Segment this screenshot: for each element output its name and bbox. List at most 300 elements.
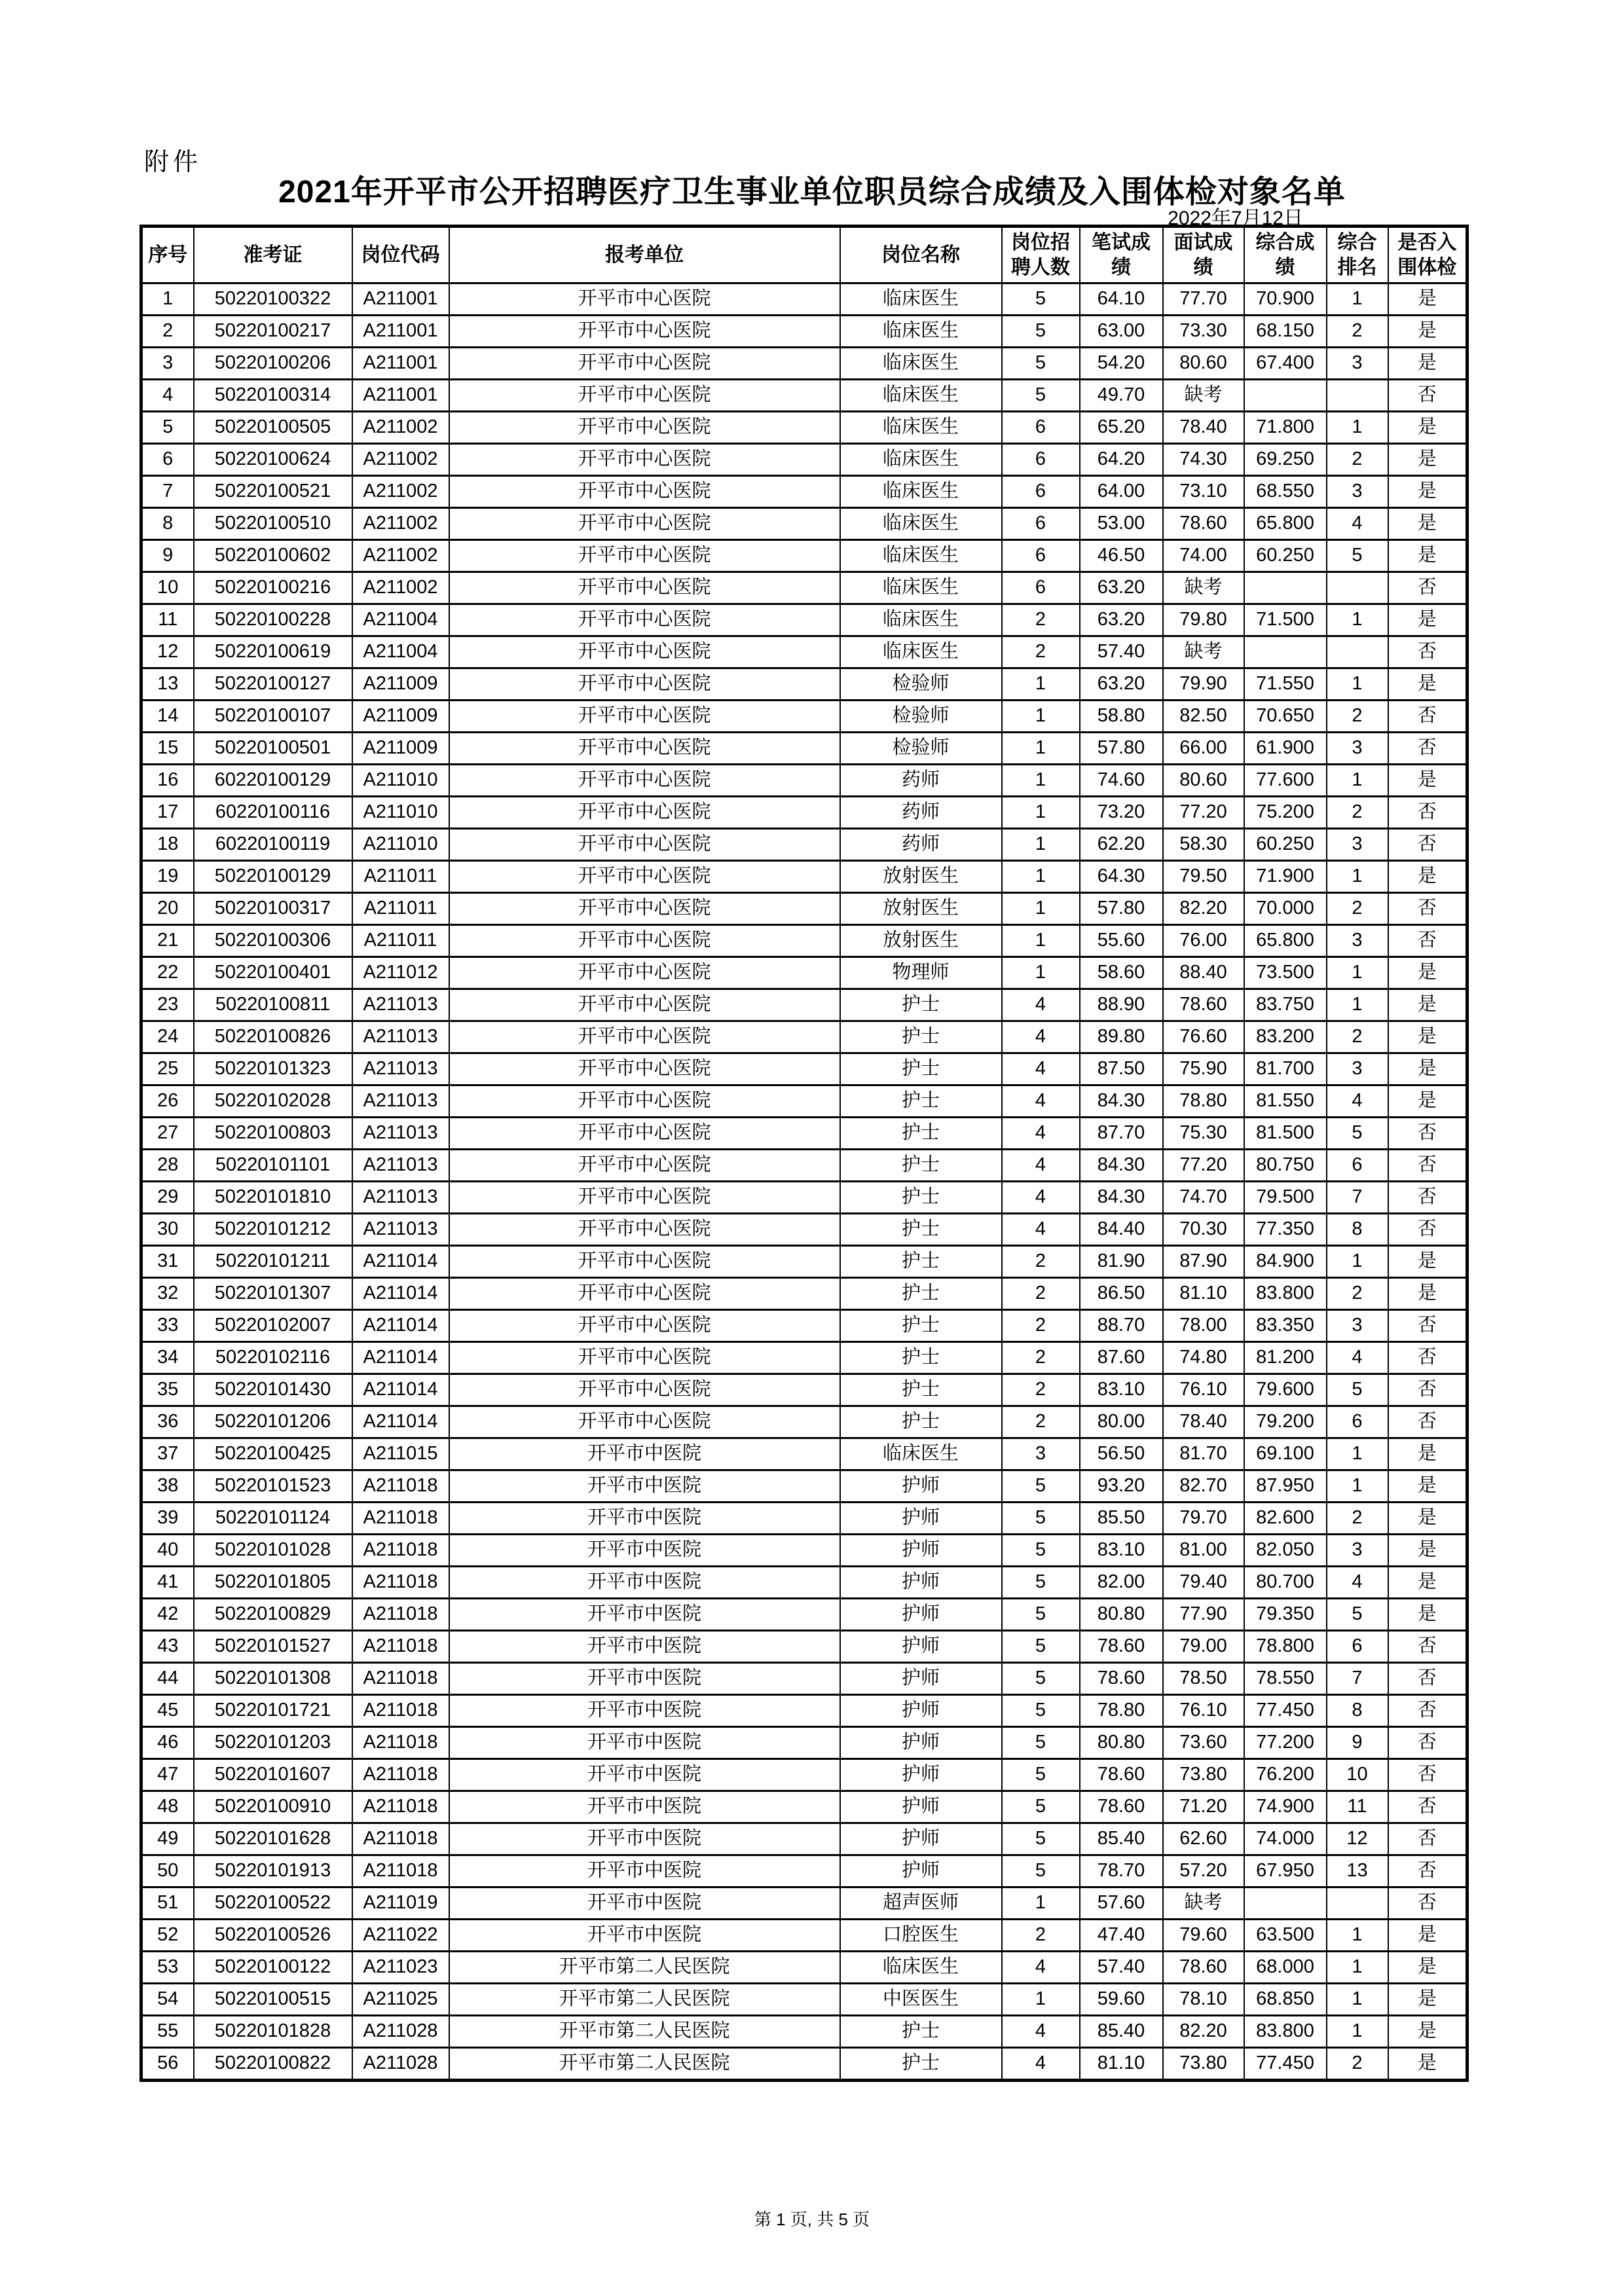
table-cell: A211018: [352, 1599, 449, 1631]
table-cell: 5: [1327, 1599, 1388, 1631]
table-cell: 75.30: [1163, 1118, 1244, 1150]
table-row: [141, 701, 1467, 733]
table-cell: 是: [1388, 348, 1467, 380]
table-cell: 3: [1327, 348, 1388, 380]
table-row: [141, 1920, 1467, 1952]
table-cell: 缺考: [1163, 1887, 1244, 1920]
table-cell: A211018: [352, 1567, 449, 1599]
table-cell: 69.250: [1244, 444, 1327, 476]
table-cell: 缺考: [1163, 636, 1244, 668]
table-cell: 50220100602: [194, 540, 352, 572]
table-cell: 是: [1388, 1567, 1467, 1599]
table-cell: 29: [141, 1182, 194, 1214]
table-cell: 50220101628: [194, 1823, 352, 1855]
table-row: [141, 1952, 1467, 1984]
table-cell: 6: [1327, 1150, 1388, 1182]
table-cell: 开平市中心医院: [449, 765, 840, 797]
table-cell: 开平市中心医院: [449, 957, 840, 989]
table-cell: 是: [1388, 1952, 1467, 1984]
table-cell: 77.200: [1244, 1727, 1327, 1759]
table-cell: 4: [1002, 1053, 1080, 1085]
table-cell: 50220101527: [194, 1631, 352, 1663]
table-cell: 55: [141, 2016, 194, 2048]
column-header-rank: 综合排名: [1327, 227, 1388, 283]
table-cell: 护士: [840, 1021, 1002, 1053]
table-cell: 50220100510: [194, 508, 352, 540]
table-cell: 58.80: [1080, 701, 1163, 733]
table-cell: 护士: [840, 1246, 1002, 1278]
table-cell: 1: [1002, 893, 1080, 925]
table-row: [141, 797, 1467, 829]
table-row: [141, 636, 1467, 668]
table-cell: 48: [141, 1791, 194, 1823]
table-cell: 68.850: [1244, 1984, 1327, 2016]
table-cell: 34: [141, 1342, 194, 1374]
table-cell: 80.00: [1080, 1406, 1163, 1438]
table-cell: 1: [1002, 733, 1080, 765]
table-cell: 74.30: [1163, 444, 1244, 476]
table-cell: 6: [1002, 572, 1080, 604]
table-cell: 是: [1388, 283, 1467, 316]
table-cell: 50220101721: [194, 1695, 352, 1727]
table-cell: 70.900: [1244, 283, 1327, 316]
table-cell: 3: [1327, 925, 1388, 957]
table-cell: 护师: [840, 1823, 1002, 1855]
table-row: [141, 1727, 1467, 1759]
table-cell: 74.60: [1080, 765, 1163, 797]
table-row: [141, 1406, 1467, 1438]
table-cell: A211004: [352, 636, 449, 668]
table-cell: 药师: [840, 829, 1002, 861]
table-cell: 42: [141, 1599, 194, 1631]
table-cell: 64.20: [1080, 444, 1163, 476]
table-cell: 50220100624: [194, 444, 352, 476]
table-cell: 临床医生: [840, 380, 1002, 412]
table-cell: 1: [1002, 861, 1080, 893]
table-cell: 开平市中心医院: [449, 1246, 840, 1278]
table-cell: A211012: [352, 957, 449, 989]
table-cell: 83.800: [1244, 2016, 1327, 2048]
table-cell: 78.60: [1080, 1791, 1163, 1823]
table-cell: 开平市中心医院: [449, 925, 840, 957]
table-cell: [1327, 636, 1388, 668]
table-cell: 临床医生: [840, 412, 1002, 444]
table-row: [141, 1085, 1467, 1118]
table-cell: 开平市中心医院: [449, 1182, 840, 1214]
table-cell: 护师: [840, 1791, 1002, 1823]
table-row: [141, 1246, 1467, 1278]
table-row: [141, 412, 1467, 444]
table-cell: 45: [141, 1695, 194, 1727]
table-cell: 5: [1327, 1374, 1388, 1406]
table-row: [141, 1150, 1467, 1182]
table-cell: 85.50: [1080, 1503, 1163, 1535]
table-cell: 开平市中心医院: [449, 604, 840, 636]
table-cell: 71.500: [1244, 604, 1327, 636]
table-cell: [1327, 572, 1388, 604]
table-cell: 开平市中心医院: [449, 283, 840, 316]
table-cell: 放射医生: [840, 861, 1002, 893]
table-row: [141, 925, 1467, 957]
table-cell: 62.60: [1163, 1823, 1244, 1855]
table-cell: 否: [1388, 1759, 1467, 1791]
table-cell: 5: [1327, 540, 1388, 572]
page-title: 2021年开平市公开招聘医疗卫生事业单位职员综合成绩及入围体检对象名单: [278, 175, 1346, 210]
column-header-ticket: 准考证: [194, 227, 352, 283]
table-cell: 否: [1388, 1887, 1467, 1920]
table-cell: 81.500: [1244, 1118, 1327, 1150]
table-cell: 50220101203: [194, 1727, 352, 1759]
table-cell: 检验师: [840, 668, 1002, 701]
table-cell: 83.10: [1080, 1374, 1163, 1406]
table-row: [141, 1823, 1467, 1855]
table-cell: A211014: [352, 1406, 449, 1438]
table-cell: 57.80: [1080, 733, 1163, 765]
table-cell: 84.30: [1080, 1150, 1163, 1182]
table-cell: 5: [1002, 1855, 1080, 1887]
table-cell: 20: [141, 893, 194, 925]
table-cell: 61.900: [1244, 733, 1327, 765]
table-cell: 否: [1388, 1374, 1467, 1406]
table-cell: 5: [1002, 348, 1080, 380]
table-cell: 检验师: [840, 701, 1002, 733]
table-cell: 17: [141, 797, 194, 829]
table-cell: 78.60: [1163, 508, 1244, 540]
table-cell: 82.70: [1163, 1470, 1244, 1503]
table-cell: 56: [141, 2048, 194, 2081]
column-header-openings: 岗位招聘人数: [1002, 227, 1080, 283]
table-cell: 50220100910: [194, 1791, 352, 1823]
table-row: [141, 989, 1467, 1021]
table-cell: 78.00: [1163, 1310, 1244, 1342]
table-row: [141, 733, 1467, 765]
table-cell: 67.400: [1244, 348, 1327, 380]
attachment-label: 附件: [144, 149, 202, 176]
table-cell: 开平市中心医院: [449, 412, 840, 444]
table-cell: 3: [141, 348, 194, 380]
table-cell: 4: [141, 380, 194, 412]
table-row: [141, 380, 1467, 412]
table-cell: 2: [1002, 1920, 1080, 1952]
table-cell: 50220100317: [194, 893, 352, 925]
table-cell: 28: [141, 1150, 194, 1182]
table-cell: 37: [141, 1438, 194, 1470]
table-cell: 39: [141, 1503, 194, 1535]
table-cell: A211002: [352, 572, 449, 604]
table-cell: 4: [1002, 2048, 1080, 2081]
table-cell: 是: [1388, 1053, 1467, 1085]
table-cell: 开平市中医院: [449, 1503, 840, 1535]
table-cell: 临床医生: [840, 283, 1002, 316]
table-cell: 82.50: [1163, 701, 1244, 733]
table-cell: 73.80: [1163, 1759, 1244, 1791]
table-cell: 78.550: [1244, 1663, 1327, 1695]
table-row: [141, 1535, 1467, 1567]
table-cell: 50220100803: [194, 1118, 352, 1150]
table-cell: 5: [1002, 316, 1080, 348]
table-cell: 50220101828: [194, 2016, 352, 2048]
table-cell: A211018: [352, 1759, 449, 1791]
table-cell: 86.50: [1080, 1278, 1163, 1310]
table-cell: 50220100521: [194, 476, 352, 508]
table-cell: 22: [141, 957, 194, 989]
table-cell: A211002: [352, 444, 449, 476]
table-cell: 否: [1388, 1150, 1467, 1182]
table-cell: 50220101323: [194, 1053, 352, 1085]
table-cell: 超声医师: [840, 1887, 1002, 1920]
table-cell: 否: [1388, 1182, 1467, 1214]
table-cell: 68.550: [1244, 476, 1327, 508]
table-row: [141, 604, 1467, 636]
table-cell: 93.20: [1080, 1470, 1163, 1503]
table-cell: 88.90: [1080, 989, 1163, 1021]
table-cell: 开平市中医院: [449, 1470, 840, 1503]
table-cell: 否: [1388, 1118, 1467, 1150]
table-cell: A211013: [352, 1182, 449, 1214]
table-cell: 开平市中心医院: [449, 1085, 840, 1118]
table-cell: 2: [1327, 1021, 1388, 1053]
table-cell: 50: [141, 1855, 194, 1887]
table-cell: 开平市中医院: [449, 1535, 840, 1567]
table-cell: 50220101101: [194, 1150, 352, 1182]
table-cell: 是: [1388, 316, 1467, 348]
table-cell: 6: [1327, 1631, 1388, 1663]
table-cell: 77.20: [1163, 797, 1244, 829]
table-cell: A211014: [352, 1342, 449, 1374]
column-header-overall-score: 综合成绩: [1244, 227, 1327, 283]
table-cell: 77.70: [1163, 283, 1244, 316]
table-cell: 否: [1388, 572, 1467, 604]
table-cell: 50220100425: [194, 1438, 352, 1470]
table-cell: 50220100501: [194, 733, 352, 765]
table-cell: 78.60: [1080, 1759, 1163, 1791]
table-cell: 护士: [840, 2048, 1002, 2081]
table-cell: 是: [1388, 412, 1467, 444]
table-row: [141, 765, 1467, 797]
table-cell: A211018: [352, 1855, 449, 1887]
table-cell: 5: [1002, 1599, 1080, 1631]
table-cell: 是: [1388, 1438, 1467, 1470]
table-cell: 4: [1002, 1118, 1080, 1150]
column-header-job-title: 岗位名称: [840, 227, 1002, 283]
table-cell: 2: [1327, 1278, 1388, 1310]
table-cell: 否: [1388, 1631, 1467, 1663]
table-cell: 87.50: [1080, 1053, 1163, 1085]
table-cell: 4: [1002, 1214, 1080, 1246]
table-cell: 50220100515: [194, 1984, 352, 2016]
table-cell: 开平市中心医院: [449, 636, 840, 668]
table-cell: 5: [1002, 1759, 1080, 1791]
table-row: [141, 1021, 1467, 1053]
table-cell: 50220100217: [194, 316, 352, 348]
table-cell: 80.60: [1163, 348, 1244, 380]
table-cell: 10: [141, 572, 194, 604]
table-cell: 79.350: [1244, 1599, 1327, 1631]
table-cell: 64.00: [1080, 476, 1163, 508]
table-cell: 50220100216: [194, 572, 352, 604]
table-cell: 68.150: [1244, 316, 1327, 348]
table-cell: 开平市中心医院: [449, 893, 840, 925]
table-row: [141, 1438, 1467, 1470]
table-cell: A211018: [352, 1695, 449, 1727]
table-cell: 护士: [840, 1085, 1002, 1118]
table-cell: 否: [1388, 1727, 1467, 1759]
table-cell: 护士: [840, 1053, 1002, 1085]
table-cell: 开平市中心医院: [449, 861, 840, 893]
table-cell: 1: [1002, 829, 1080, 861]
table-cell: 是: [1388, 765, 1467, 797]
table-cell: 护师: [840, 1727, 1002, 1759]
table-cell: 66.00: [1163, 733, 1244, 765]
table-cell: 63.500: [1244, 1920, 1327, 1952]
table-cell: 50220100619: [194, 636, 352, 668]
table-cell: 否: [1388, 925, 1467, 957]
table-cell: 82.20: [1163, 2016, 1244, 2048]
table-cell: 开平市中心医院: [449, 701, 840, 733]
table-row: [141, 1663, 1467, 1695]
table-cell: 70.000: [1244, 893, 1327, 925]
table-cell: 护师: [840, 1535, 1002, 1567]
table-cell: 是: [1388, 508, 1467, 540]
table-cell: 63.00: [1080, 316, 1163, 348]
table-cell: 31: [141, 1246, 194, 1278]
table-cell: 开平市中心医院: [449, 1053, 840, 1085]
table-cell: 58.30: [1163, 829, 1244, 861]
table-cell: 13: [1327, 1855, 1388, 1887]
table-cell: 2: [1327, 701, 1388, 733]
table-cell: 1: [1002, 765, 1080, 797]
table-cell: 5: [1002, 1535, 1080, 1567]
table-cell: 65.800: [1244, 925, 1327, 957]
table-cell: A211015: [352, 1438, 449, 1470]
table-cell: 护师: [840, 1759, 1002, 1791]
table-cell: 临床医生: [840, 604, 1002, 636]
table-cell: 50220101028: [194, 1535, 352, 1567]
table-cell: 3: [1327, 476, 1388, 508]
table-cell: 56.50: [1080, 1438, 1163, 1470]
table-cell: 55.60: [1080, 925, 1163, 957]
table-cell: 40: [141, 1535, 194, 1567]
table-cell: 是: [1388, 668, 1467, 701]
table-cell: 77.450: [1244, 2048, 1327, 2081]
table-row: [141, 283, 1467, 316]
table-row: [141, 1342, 1467, 1374]
table-cell: 临床医生: [840, 636, 1002, 668]
table-cell: 68.000: [1244, 1952, 1327, 1984]
table-cell: 81.00: [1163, 1535, 1244, 1567]
table-cell: 护士: [840, 1406, 1002, 1438]
table-cell: 80.700: [1244, 1567, 1327, 1599]
table-cell: 81.10: [1080, 2048, 1163, 2081]
table-cell: 药师: [840, 765, 1002, 797]
table-cell: 否: [1388, 1855, 1467, 1887]
table-cell: 78.40: [1163, 1406, 1244, 1438]
table-cell: A211018: [352, 1503, 449, 1535]
table-cell: A211018: [352, 1470, 449, 1503]
table-cell: 8: [1327, 1695, 1388, 1727]
table-cell: 73.500: [1244, 957, 1327, 989]
table-cell: 50220100822: [194, 2048, 352, 2081]
table-cell: 77.350: [1244, 1214, 1327, 1246]
table-cell: 12: [141, 636, 194, 668]
table-cell: 89.80: [1080, 1021, 1163, 1053]
table-cell: 78.60: [1080, 1631, 1163, 1663]
table-row: [141, 476, 1467, 508]
table-cell: A211013: [352, 1053, 449, 1085]
table-cell: 73.20: [1080, 797, 1163, 829]
table-cell: 放射医生: [840, 893, 1002, 925]
table-cell: 9: [1327, 1727, 1388, 1759]
table-cell: 临床医生: [840, 316, 1002, 348]
table-row: [141, 1759, 1467, 1791]
table-cell: 11: [1327, 1791, 1388, 1823]
table-cell: 10: [1327, 1759, 1388, 1791]
table-cell: 53.00: [1080, 508, 1163, 540]
table-cell: 开平市中心医院: [449, 1374, 840, 1406]
table-cell: 64.10: [1080, 283, 1163, 316]
table-cell: A211011: [352, 861, 449, 893]
table-cell: 开平市中心医院: [449, 1342, 840, 1374]
table-cell: 21: [141, 925, 194, 957]
table-cell: 50220101913: [194, 1855, 352, 1887]
table-cell: 77.450: [1244, 1695, 1327, 1727]
table-cell: 7: [1327, 1182, 1388, 1214]
table-cell: 76.00: [1163, 925, 1244, 957]
table-row: [141, 957, 1467, 989]
table-cell: 74.000: [1244, 1823, 1327, 1855]
table-cell: 口腔医生: [840, 1920, 1002, 1952]
column-header-index: 序号: [141, 227, 194, 283]
table-cell: 开平市中心医院: [449, 572, 840, 604]
table-cell: 4: [1002, 1021, 1080, 1053]
table-cell: 开平市中心医院: [449, 1278, 840, 1310]
table-row: [141, 1278, 1467, 1310]
table-cell: 14: [141, 701, 194, 733]
table-cell: 是: [1388, 604, 1467, 636]
table-cell: 否: [1388, 1663, 1467, 1695]
table-cell: 78.70: [1080, 1855, 1163, 1887]
table-cell: 80.750: [1244, 1150, 1327, 1182]
table-cell: 4: [1327, 1085, 1388, 1118]
table-cell: 50220100526: [194, 1920, 352, 1952]
table-cell: 是: [1388, 957, 1467, 989]
table-cell: 79.500: [1244, 1182, 1327, 1214]
table-cell: 护师: [840, 1567, 1002, 1599]
table-cell: 物理师: [840, 957, 1002, 989]
page-number: 第 1 页, 共 5 页: [754, 2210, 870, 2229]
table-row: [141, 1214, 1467, 1246]
table-cell: 开平市中心医院: [449, 476, 840, 508]
table-cell: 4: [1327, 1342, 1388, 1374]
table-cell: 1: [1002, 925, 1080, 957]
table-cell: 83.750: [1244, 989, 1327, 1021]
table-cell: 1: [1327, 1246, 1388, 1278]
table-cell: 32: [141, 1278, 194, 1310]
table-cell: 46: [141, 1727, 194, 1759]
table-cell: 是: [1388, 1085, 1467, 1118]
table-cell: 4: [1002, 1182, 1080, 1214]
table-cell: 15: [141, 733, 194, 765]
table-cell: 开平市中医院: [449, 1567, 840, 1599]
table-cell: [1327, 380, 1388, 412]
table-cell: 49.70: [1080, 380, 1163, 412]
table-cell: 1: [1327, 957, 1388, 989]
table-cell: 76.10: [1163, 1695, 1244, 1727]
table-cell: 70.650: [1244, 701, 1327, 733]
table-cell: 50220101124: [194, 1503, 352, 1535]
table-cell: [1244, 1887, 1327, 1920]
table-cell: 护师: [840, 1663, 1002, 1695]
